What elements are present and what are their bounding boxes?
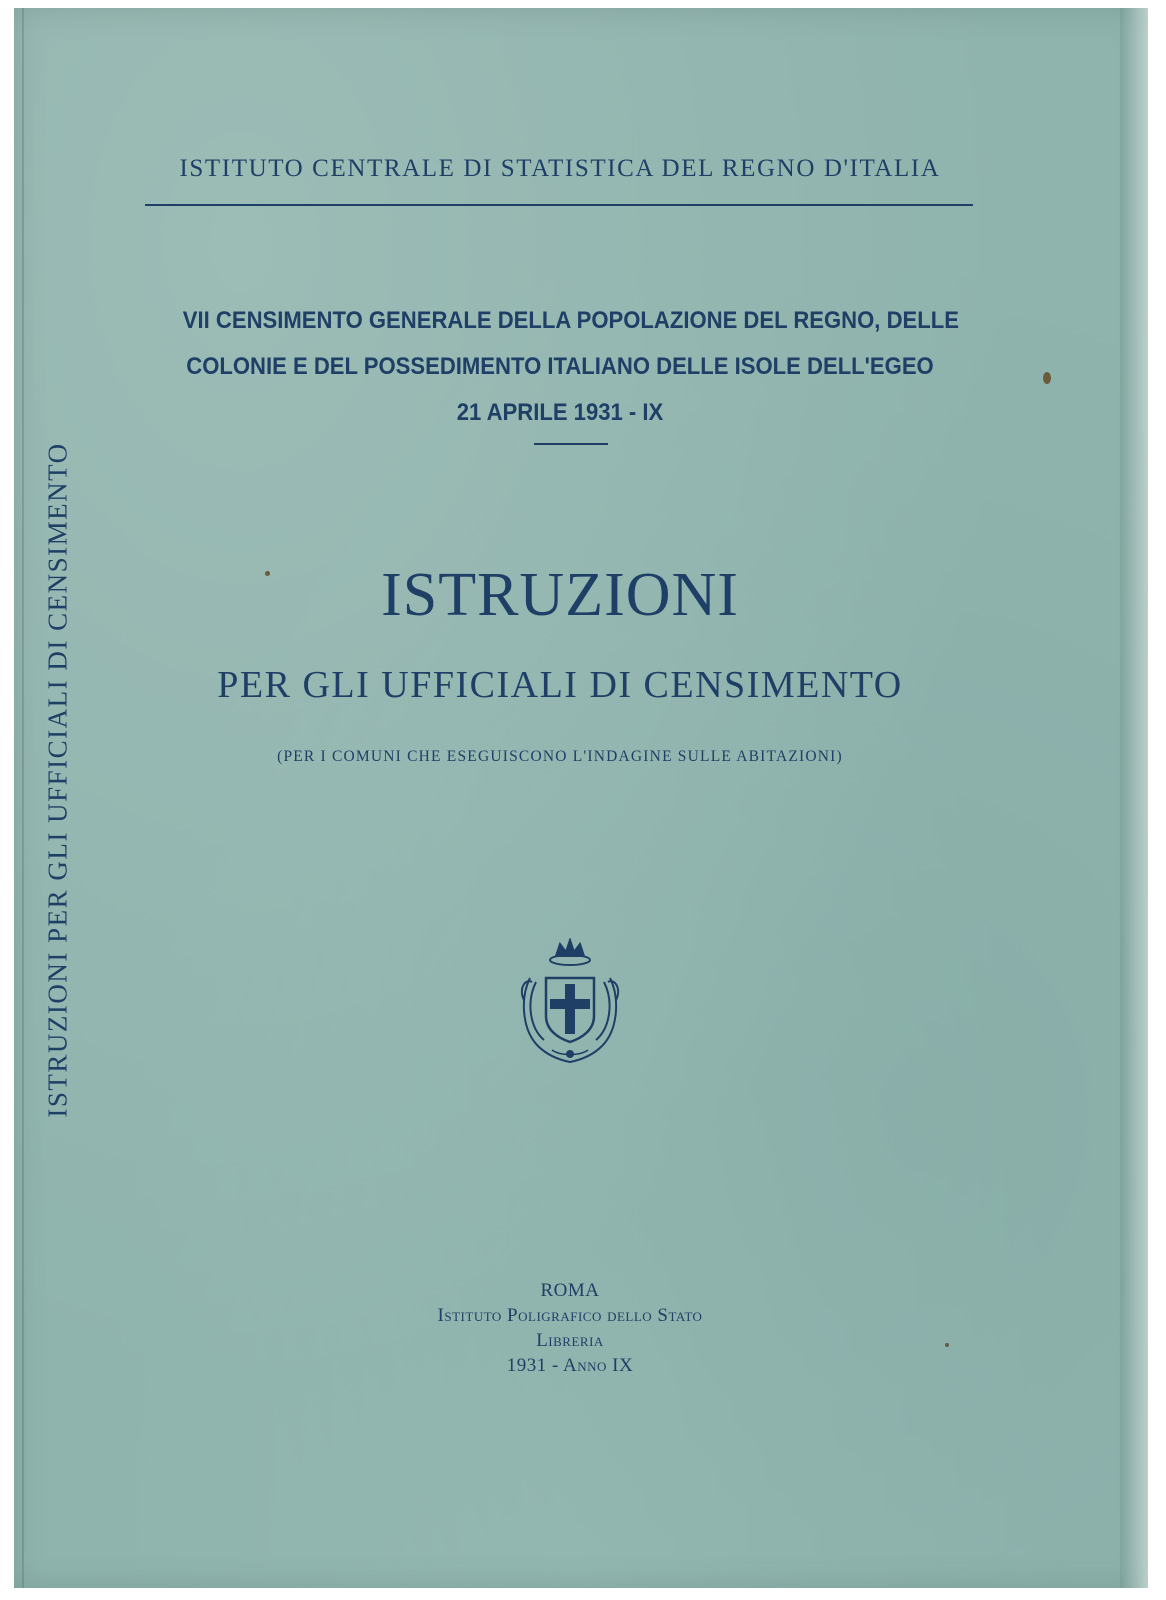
spine-fold: [22, 8, 24, 1588]
census-line: COLONIE E DEL POSSEDIMENTO ITALIANO DELLE ISOLE DELL'EGEO: [186, 353, 934, 380]
scope-note: (PER I COMUNI CHE ESEGUISCONO L'INDAGINE SULLE ABITAZIONI): [277, 748, 843, 765]
imprint-city: ROMA: [540, 1280, 600, 1301]
institute-heading: ISTITUTO CENTRALE DI STATISTICA DEL REGNO D'ITALIA: [179, 155, 941, 182]
census-date: 21 APRILE 1931 - IX: [456, 399, 664, 426]
heading-rule: [145, 204, 973, 206]
imprint-publisher: Istituto Poligrafico dello Stato: [437, 1305, 703, 1326]
census-line: VII CENSIMENTO GENERALE DELLA POPOLAZIONE DEL REGNO, DELLE: [182, 307, 959, 334]
page-edge: [1120, 8, 1148, 1588]
spine-title: ISTRUZIONI PER GLI UFFICIALI DI CENSIMENTO: [42, 442, 73, 1118]
census-heading: [182, 298, 959, 436]
imprint-shop: Libreria: [536, 1330, 604, 1351]
paper-stain: [945, 1343, 949, 1347]
savoy-coat-of-arms-icon: [516, 938, 624, 1066]
paper-stain: [1043, 372, 1051, 384]
imprint: [360, 1278, 780, 1378]
short-rule: [534, 443, 608, 445]
imprint-date: 1931 - Anno IX: [506, 1355, 634, 1376]
main-title: ISTRUZIONI: [381, 561, 739, 629]
paper-stain: [265, 571, 270, 576]
subtitle: PER GLI UFFICIALI DI CENSIMENTO: [217, 664, 903, 706]
